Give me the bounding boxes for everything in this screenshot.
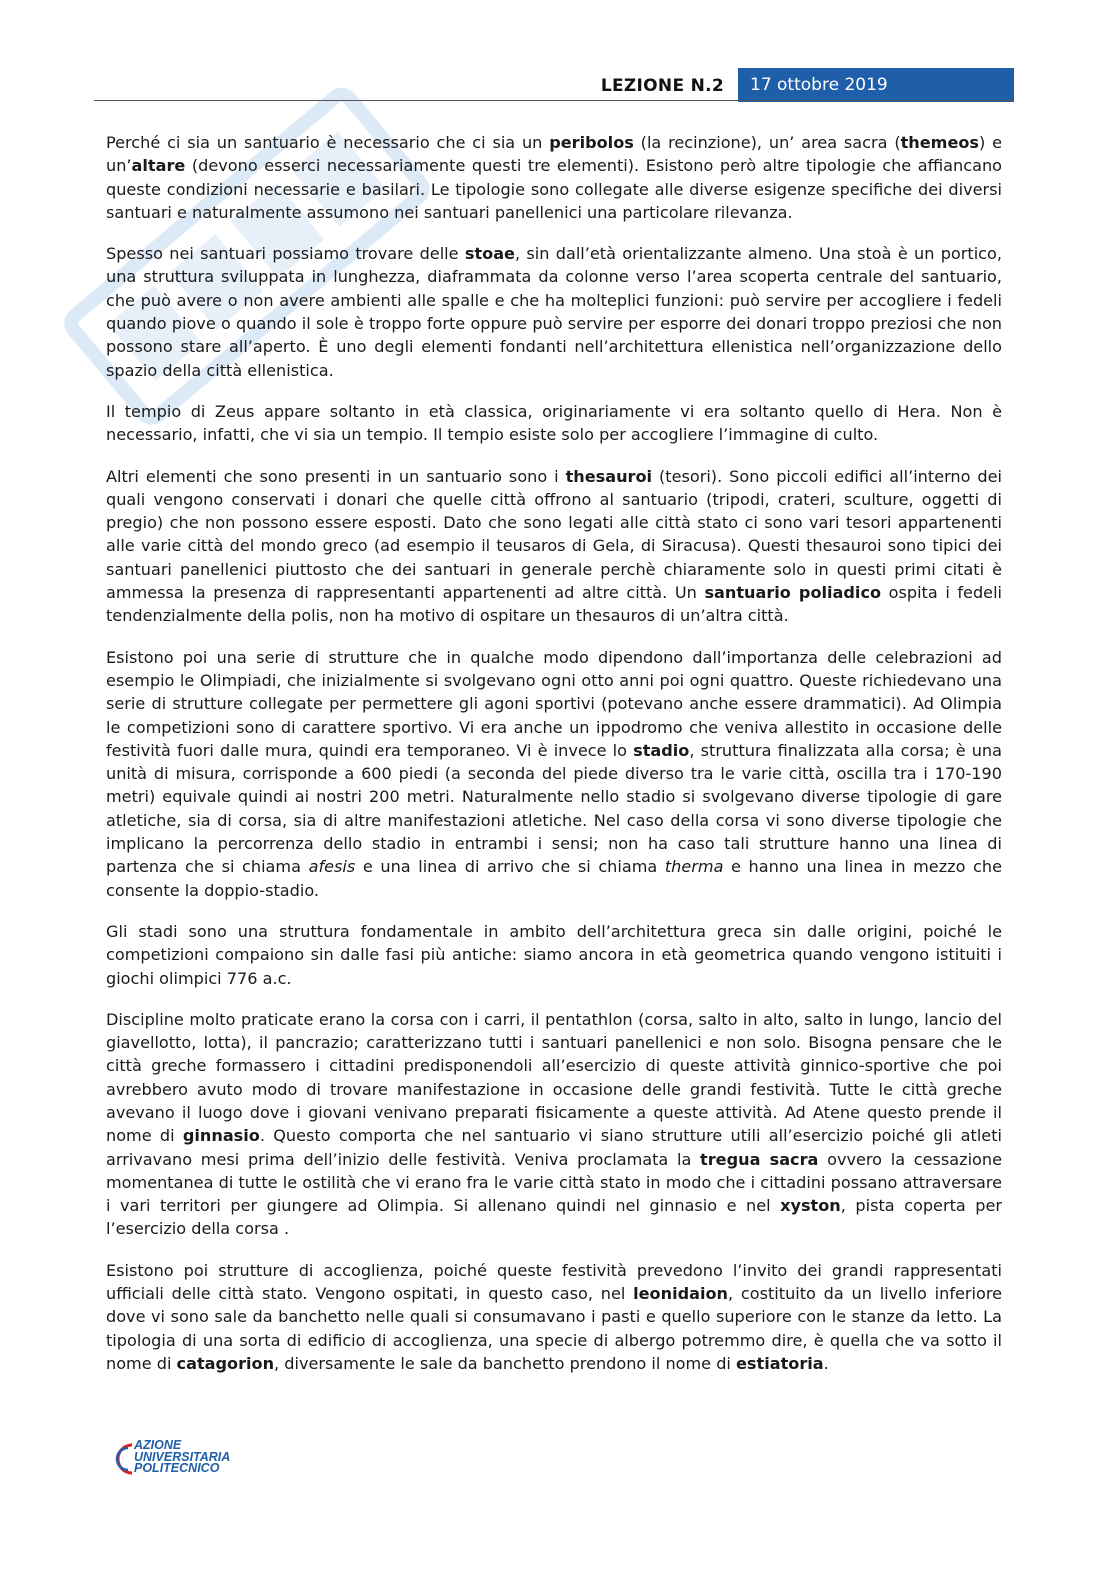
text-run: , costituito da un livello inferiore dove vi sono sale da banchetto nelle quali si consumavano i pasti e quello superiore con le stanze da letto. La tipologia di una sorta di edificio di accoglienza, una specie di albergo potremmo dire, è quella che va sotto il nome di [106, 1284, 1002, 1373]
logo-line-3: POLITECNICO [134, 1461, 220, 1475]
text-run: Esistono poi una serie di strutture che in qualche modo dipendono dall’importanza delle celebrazioni ad esempio le Olimpiadi, che inizialmente si svolgevano ogni otto anni poi ogni quattro. Queste richiedevano una serie di strutture collegate per permettere gli agoni sportivi (potevano anche essere drammatici). Ad Olimpia le competizioni sono di carattere sportivo. Vi era anche un ippodromo che veniva allestito in occasione delle festività fuori dalle mura, quindi era temporaneo. Vi è invece lo [106, 647, 1002, 760]
bold-term: leonidaion [633, 1284, 728, 1304]
text-run: , pista coperta per l’esercizio della corsa . [106, 1196, 1002, 1239]
italic-term: therma [664, 857, 724, 877]
bold-term: stoae [464, 244, 515, 264]
header-divider [94, 100, 1014, 101]
bold-term: catagorion [176, 1353, 275, 1373]
text-run: ovvero la cessazione momentanea di tutte le ostilità che vi erano fra le varie città stato in modo che i cittadini possano attraversare i vari territori per giungere ad Olimpia. Si allenano quindi nel ginnasio e nel [106, 1149, 1003, 1216]
text-run: Spesso nei santuari possiamo trovare delle [106, 244, 465, 264]
paragraph [106, 920, 1002, 990]
logo-line-2: UNIVERSITARIA [134, 1449, 231, 1464]
paragraph [106, 1008, 1002, 1241]
bold-term: thesauroi [565, 466, 653, 486]
text-run: . [823, 1353, 829, 1373]
paragraph [106, 400, 1002, 447]
bold-term: stadio [633, 740, 690, 760]
bold-term: xyston [780, 1196, 841, 1216]
bold-term: peribolos [549, 133, 634, 152]
text-run: Gli stadi sono una struttura fondamentale in ambito dell’architettura greca sin dalle origini, poiché le competizioni compaiono sin dalle fasi più antiche: siamo ancora in età geometrica quando vengono istituiti i giochi olimpici 776 a.c. [106, 921, 1002, 988]
text-run: , struttura finalizzata alla corsa; è una unità di misura, corrisponde a 600 piedi (a seconda del piede diverso tra le varie città, oscilla tra i 170-190 metri) equivale quindi ai nostri 200 metri. Naturalmente nello stadio si svolgevano diverse tipologie di gare atletiche, sia di corsa, sia di altre manifestazioni atletiche. Nel caso della corsa vi sono diverse tipologie che implicano la percorrenza dello stadio in entrambi i sensi; non ha caso tali strutture hanno una linea di partenza che si chiama [106, 740, 1002, 877]
bold-term: tregua sacra [700, 1149, 819, 1169]
lesson-number: LEZIONE N.2 [600, 76, 724, 96]
text-run: Altri elementi che sono presenti in un santuario sono i [106, 466, 566, 486]
bold-term: ginnasio [182, 1126, 260, 1146]
paragraph [106, 242, 1002, 382]
bold-term: estiatoria [736, 1353, 824, 1373]
bold-term: santuario poliadico [704, 583, 882, 603]
text-run: e una linea di arrivo che si chiama [355, 857, 665, 877]
document-body [106, 131, 1002, 1393]
text-run: Il tempio di Zeus appare soltanto in età classica, originariamente vi era soltanto quello di Hera. Non è necessario, infatti, che vi sia un tempio. Il tempio esiste solo per accogliere l’immagine di culto. [106, 401, 1002, 445]
text-run: ospita i fedeli tendenzialmente della polis, non ha motivo di ospitare un thesauros di un’altra città. [106, 583, 1003, 626]
text-run: Discipline molto praticate erano la corsa con i carri, il pentathlon (corsa, salto in alto, salto in lungo, lancio del giavellotto, lotta), il pancrazio; caratterizzano tutti i santuari panellenici e non solo. Bisogna pensare che le città greche formassero i cittadini predisponendoli all’esercizio di queste attività ginnico-sportive che poi avrebbero avuto modo di trovare manifestazione in occasione delle grandi festività. Tutte le città greche avevano il luogo dove i giovani venivano preparati fisicamente a queste attività. Ad Atene questo prende il nome di [106, 1009, 1002, 1146]
text-run: (la recinzione), un’ area sacra ( [633, 133, 901, 152]
text-run: Esistono poi strutture di accoglienza, poiché queste festività prevedono l’invito dei grandi rappresentati ufficiali delle città stato. Vengono ospitati, in questo caso, nel [106, 1260, 1002, 1304]
paragraph [106, 465, 1002, 628]
bold-term: altare [131, 156, 186, 176]
text-run: ) e un’ [106, 133, 1003, 176]
logo-line-1: AZIONE [134, 1438, 182, 1452]
text-run: (devono esserci necessariamente questi tre elementi). Esistono però altre tipologie che affiancano queste condizioni necessarie e basilari. Le tipologie sono collegate alle diverse esigenze specifiche dei diversi santuari e naturalmente assumono nei santuari panellenici una particolare rilevanza. [106, 156, 1002, 222]
page-header [94, 68, 1014, 102]
text-run: Perché ci sia un santuario è necessario che ci sia un [106, 133, 550, 152]
paragraph [106, 646, 1002, 902]
paragraph [106, 131, 1002, 224]
text-run: e hanno una linea in mezzo che consente la doppio-stadio. [106, 857, 1003, 900]
italic-term: afesis [308, 857, 356, 877]
footer-logo [114, 1440, 254, 1480]
logo-text [134, 1440, 230, 1475]
paragraph [106, 1259, 1002, 1375]
text-run: (tesori). Sono piccoli edifici all’interno dei quali vengono conservati i donari che quelle città offrono al santuario (tripodi, crateri, sculture, oggetti di pregio) che non possono essere esposti. Dato che sono legati alle città stato ci sono vari tesori appartenenti alle varie città del mondo greco (ad esempio il teusaros di Gela, di Siracusa). Questi thesauroi sono tipici dei santuari panellenici piuttosto che dei santuari in generale perchè chiaramente solo in questi primi citati è ammessa la presenza di rappresentanti appartenenti ad altre città. Un [106, 466, 1003, 603]
lesson-date: 17 ottobre 2019 [738, 68, 1014, 102]
logo-arc-icon [114, 1442, 136, 1476]
bold-term: themeos [900, 133, 979, 152]
text-run: , sin dall’età orientalizzante almeno. Una stoà è un portico, una struttura sviluppata in lunghezza, diaframmata da colonne verso l’area scoperta centrale del santuario, che può avere o non avere ambienti alle spalle e che ha molteplici funzioni: può servire per accogliere i fedeli quando piove o quando il sole è troppo forte oppure può servire per esporre dei donari troppo preziosi che non possono stare all’aperto. È uno degli elementi fondanti nell’architettura ellenistica nell’organizzazione dello spazio della città ellenistica. [106, 244, 1002, 380]
text-run: , diversamente le sale da banchetto prendono il nome di [274, 1353, 736, 1373]
text-run: . Questo comporta che nel santuario vi siano strutture utili all’esercizio poiché gli atleti arrivavano mesi prima dell’inizio delle festività. Veniva proclamata la [106, 1126, 1002, 1169]
